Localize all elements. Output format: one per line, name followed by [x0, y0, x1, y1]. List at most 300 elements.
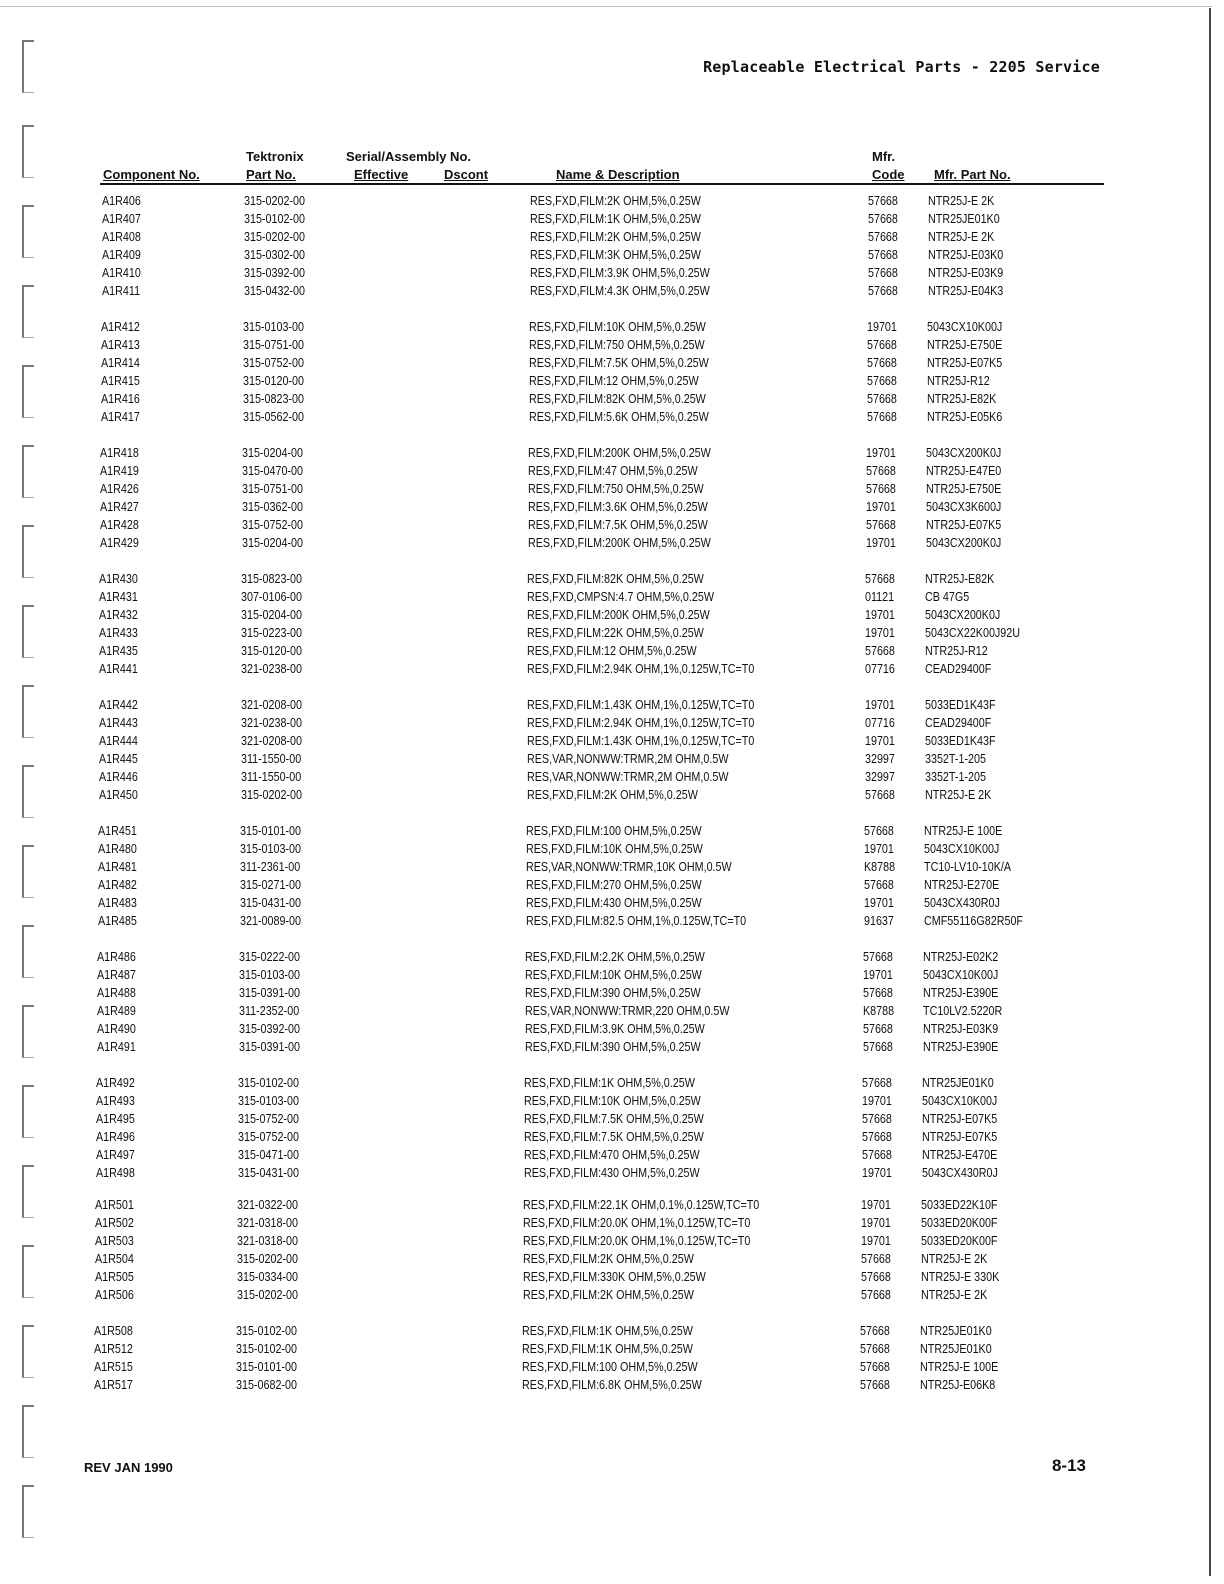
component-no: A1R442: [99, 698, 138, 712]
mfr-part-no: NTR25J-E 2K: [921, 1252, 988, 1266]
header-part-no: Part No.: [246, 167, 296, 182]
part-no: 321-0322-00: [237, 1198, 298, 1212]
component-no: A1R481: [98, 860, 137, 874]
component-no: A1R429: [100, 536, 139, 550]
description: RES,FXD,FILM:2.94K OHM,1%,0.125W,TC=T0: [527, 716, 755, 730]
description: RES,FXD,FILM:200K OHM,5%,0.25W: [528, 446, 711, 460]
table-row: [0, 606, 1221, 624]
description: RES,FXD,FILM:22K OHM,5%,0.25W: [527, 626, 704, 640]
part-no: 315-0362-00: [242, 500, 303, 514]
mfr-part-no: NTR25J-E03K9: [923, 1022, 999, 1036]
component-no: A1R414: [101, 356, 140, 370]
mfr-part-no: TC10-LV10-10K/A: [924, 860, 1012, 874]
table-row: [0, 1358, 1216, 1376]
mfr-code: 19701: [861, 1216, 891, 1230]
mfr-part-no: NTR25J-E470E: [922, 1148, 998, 1162]
table-row: [0, 1110, 1218, 1128]
part-no: 315-0120-00: [243, 374, 304, 388]
mfr-code: 57668: [868, 266, 898, 280]
mfr-part-no: NTR25J-E 100E: [920, 1360, 999, 1374]
component-no: A1R444: [99, 734, 138, 748]
mfr-part-no: NTR25J-E07K5: [927, 356, 1003, 370]
mfr-part-no: NTR25J-E390E: [923, 986, 999, 1000]
table-row: [0, 912, 1220, 930]
table-row: [0, 210, 1224, 228]
mfr-code: 57668: [861, 1270, 891, 1284]
part-no: 315-0202-00: [244, 230, 305, 244]
mfr-part-no: 5043CX200K0J: [926, 536, 1002, 550]
part-no: 315-0222-00: [239, 950, 300, 964]
component-no: A1R485: [98, 914, 137, 928]
description: RES,FXD,FILM:1K OHM,5%,0.25W: [522, 1324, 693, 1338]
table-row: [0, 1038, 1219, 1056]
mfr-code: 57668: [861, 1288, 891, 1302]
table-row: [0, 336, 1223, 354]
component-no: A1R492: [96, 1076, 135, 1090]
mfr-code: 57668: [868, 194, 898, 208]
component-no: A1R482: [98, 878, 137, 892]
part-no: 315-0302-00: [244, 248, 305, 262]
mfr-code: 19701: [865, 626, 895, 640]
component-no: A1R489: [97, 1004, 136, 1018]
part-no: 321-0238-00: [241, 716, 302, 730]
part-no: 321-0238-00: [241, 662, 302, 676]
component-no: A1R512: [94, 1342, 133, 1356]
description: RES,FXD,FILM:7.5K OHM,5%,0.25W: [524, 1130, 704, 1144]
mfr-part-no: 5043CX10K00J: [924, 842, 1000, 856]
component-no: A1R407: [102, 212, 141, 226]
component-no: A1R505: [95, 1270, 134, 1284]
table-row: [0, 1164, 1218, 1182]
component-no: A1R517: [94, 1378, 133, 1392]
part-no: 315-0204-00: [242, 446, 303, 460]
description: RES,FXD,FILM:3K OHM,5%,0.25W: [530, 248, 701, 262]
part-no: 315-0823-00: [243, 392, 304, 406]
description: RES,FXD,FILM:82K OHM,5%,0.25W: [527, 572, 704, 586]
mfr-code: 57668: [860, 1378, 890, 1392]
table-row: [0, 480, 1222, 498]
part-no: 315-0392-00: [244, 266, 305, 280]
mfr-part-no: NTR25J-E03K9: [928, 266, 1004, 280]
description: RES,FXD,FILM:4.3K OHM,5%,0.25W: [530, 284, 710, 298]
header-mfr-part-no: Mfr. Part No.: [934, 167, 1011, 182]
mfr-code: 57668: [862, 1148, 892, 1162]
table-row: [0, 1286, 1217, 1304]
mfr-part-no: 5033ED20K00F: [921, 1216, 998, 1230]
component-no: A1R415: [101, 374, 140, 388]
part-no: 315-0103-00: [243, 320, 304, 334]
part-no: 315-0752-00: [238, 1112, 299, 1126]
description: RES,FXD,FILM:1K OHM,5%,0.25W: [524, 1076, 695, 1090]
mfr-code: 19701: [865, 608, 895, 622]
description: RES,FXD,FILM:12 OHM,5%,0.25W: [529, 374, 699, 388]
part-no: 321-0318-00: [237, 1216, 298, 1230]
mfr-code: 32997: [865, 752, 895, 766]
mfr-part-no: 5043CX200K0J: [926, 446, 1002, 460]
description: RES,FXD,FILM:10K OHM,5%,0.25W: [525, 968, 702, 982]
table-row: [0, 1196, 1217, 1214]
description: RES,FXD,FILM:82.5 OHM,1%,0.125W,TC=T0: [526, 914, 747, 928]
mfr-code: 19701: [861, 1198, 891, 1212]
table-row: [0, 246, 1224, 264]
mfr-part-no: 5043CX430R0J: [922, 1166, 998, 1180]
part-no: 315-0202-00: [244, 194, 305, 208]
table-row: [0, 1268, 1217, 1286]
mfr-part-no: NTR25JE01K0: [920, 1342, 992, 1356]
table-row: [0, 390, 1223, 408]
part-no: 315-0202-00: [237, 1288, 298, 1302]
mfr-code: 19701: [866, 536, 896, 550]
mfr-part-no: NTR25J-E82K: [927, 392, 997, 406]
mfr-part-no: 5043CX10K00J: [923, 968, 999, 982]
mfr-code: 57668: [865, 788, 895, 802]
mfr-code: 57668: [864, 824, 894, 838]
mfr-part-no: NTR25J-E07K5: [922, 1112, 998, 1126]
description: RES,FXD,FILM:2.94K OHM,1%,0.125W,TC=T0: [527, 662, 755, 676]
component-no: A1R506: [95, 1288, 134, 1302]
mfr-code: 91637: [864, 914, 894, 928]
table-row: [0, 858, 1220, 876]
component-no: A1R419: [100, 464, 139, 478]
component-no: A1R483: [98, 896, 137, 910]
description: RES,FXD,FILM:200K OHM,5%,0.25W: [528, 536, 711, 550]
part-no: 321-0318-00: [237, 1234, 298, 1248]
description: RES,FXD,FILM:750 OHM,5%,0.25W: [528, 482, 704, 496]
description: RES,FXD,FILM:3.9K OHM,5%,0.25W: [530, 266, 710, 280]
component-no: A1R488: [97, 986, 136, 1000]
description: RES,FXD,FILM:390 OHM,5%,0.25W: [525, 986, 701, 1000]
part-no: 311-2352-00: [239, 1004, 300, 1018]
part-no: 315-0682-00: [236, 1378, 297, 1392]
mfr-part-no: NTR25J-R12: [927, 374, 990, 388]
table-row: [0, 588, 1221, 606]
mfr-code: 19701: [864, 842, 894, 856]
component-no: A1R430: [99, 572, 138, 586]
description: RES,FXD,FILM:20.0K OHM,1%,0.125W,TC=T0: [523, 1234, 751, 1248]
part-no: 311-1550-00: [241, 770, 302, 784]
table-row: [0, 372, 1223, 390]
component-no: A1R410: [102, 266, 141, 280]
row-group: [0, 318, 1223, 426]
part-no: 315-0271-00: [240, 878, 301, 892]
table-row: [0, 984, 1219, 1002]
mfr-code: 57668: [864, 878, 894, 892]
table-row: [0, 462, 1222, 480]
part-no: 315-0102-00: [236, 1342, 297, 1356]
mfr-code: 57668: [860, 1324, 890, 1338]
component-no: A1R501: [95, 1198, 134, 1212]
table-row: [0, 948, 1219, 966]
description: RES,FXD,FILM:7.5K OHM,5%,0.25W: [529, 356, 709, 370]
header-component-no: Component No.: [103, 167, 200, 182]
mfr-part-no: NTR25J-E04K3: [928, 284, 1004, 298]
part-no: 315-0103-00: [238, 1094, 299, 1108]
component-no: A1R491: [97, 1040, 136, 1054]
table-row: [0, 1322, 1216, 1340]
row-group: [0, 192, 1224, 300]
mfr-code: 57668: [865, 644, 895, 658]
component-no: A1R418: [100, 446, 139, 460]
mfr-part-no: 5033ED1K43F: [925, 698, 996, 712]
part-no: 321-0089-00: [240, 914, 301, 928]
description: RES,FXD,CMPSN:4.7 OHM,5%,0.25W: [527, 590, 714, 604]
mfr-part-no: 5043CX3K600J: [926, 500, 1002, 514]
component-no: A1R411: [102, 284, 141, 298]
mfr-part-no: 5043CX430R0J: [924, 896, 1000, 910]
mfr-code: 57668: [868, 212, 898, 226]
mfr-part-no: NTR25J-E 2K: [928, 194, 995, 208]
component-no: A1R487: [97, 968, 136, 982]
header-serial-assembly: Serial/Assembly No.: [346, 149, 471, 164]
mfr-part-no: 5033ED22K10F: [921, 1198, 998, 1212]
table-row: [0, 444, 1222, 462]
mfr-code: 57668: [867, 356, 897, 370]
mfr-code: 19701: [863, 968, 893, 982]
mfr-part-no: NTR25JE01K0: [920, 1324, 992, 1338]
description: RES,FXD,FILM:270 OHM,5%,0.25W: [526, 878, 702, 892]
mfr-code: 32997: [865, 770, 895, 784]
part-no: 315-0223-00: [241, 626, 302, 640]
row-group: [0, 444, 1222, 552]
header-tektronix: Tektronix: [246, 149, 304, 164]
mfr-code: 57668: [863, 986, 893, 1000]
mfr-code: 57668: [868, 284, 898, 298]
mfr-part-no: CEAD29400F: [925, 662, 992, 676]
description: RES,FXD,FILM:100 OHM,5%,0.25W: [526, 824, 702, 838]
component-no: A1R495: [96, 1112, 135, 1126]
component-no: A1R409: [102, 248, 141, 262]
table-row: [0, 264, 1224, 282]
description: RES,FXD,FILM:100 OHM,5%,0.25W: [522, 1360, 698, 1374]
part-no: 315-0204-00: [241, 608, 302, 622]
description: RES,FXD,FILM:6.8K OHM,5%,0.25W: [522, 1378, 702, 1392]
table-row: [0, 534, 1222, 552]
table-row: [0, 1092, 1218, 1110]
component-no: A1R446: [99, 770, 138, 784]
mfr-code: K8788: [863, 1004, 895, 1018]
header-effective: Effective: [354, 167, 409, 182]
mfr-part-no: NTR25J-E390E: [923, 1040, 999, 1054]
table-row: [0, 1232, 1217, 1250]
mfr-code: 19701: [865, 698, 895, 712]
mfr-code: 19701: [864, 896, 894, 910]
component-no: A1R413: [101, 338, 140, 352]
table-row: [0, 1340, 1216, 1358]
mfr-code: 57668: [863, 1040, 893, 1054]
part-no: 315-0392-00: [239, 1022, 300, 1036]
part-no: 315-0751-00: [243, 338, 304, 352]
mfr-part-no: NTR25JE01K0: [922, 1076, 994, 1090]
description: RES,FXD,FILM:82K OHM,5%,0.25W: [529, 392, 706, 406]
description: RES,FXD,FILM:750 OHM,5%,0.25W: [529, 338, 705, 352]
table-row: [0, 408, 1223, 426]
part-no: 315-0823-00: [241, 572, 302, 586]
part-no: 315-0102-00: [236, 1324, 297, 1338]
mfr-part-no: NTR25J-E82K: [925, 572, 995, 586]
table-row: [0, 642, 1221, 660]
component-no: A1R441: [99, 662, 138, 676]
description: RES,FXD,FILM:2K OHM,5%,0.25W: [530, 194, 701, 208]
table-row: [0, 228, 1224, 246]
part-no: 315-0391-00: [239, 986, 300, 1000]
description: RES,FXD,FILM:2K OHM,5%,0.25W: [527, 788, 698, 802]
mfr-code: 07716: [865, 716, 895, 730]
mfr-part-no: 5043CX10K00J: [922, 1094, 998, 1108]
table-row: [0, 1250, 1217, 1268]
mfr-part-no: NTR25J-E 330K: [921, 1270, 1000, 1284]
component-no: A1R450: [99, 788, 138, 802]
header-name-description: Name & Description: [556, 167, 680, 182]
component-no: A1R443: [99, 716, 138, 730]
description: RES,FXD,FILM:20.0K OHM,1%,0.125W,TC=T0: [523, 1216, 751, 1230]
page-number: 8-13: [1051, 1456, 1086, 1475]
row-group: [0, 1196, 1217, 1304]
description: RES,FXD,FILM:10K OHM,5%,0.25W: [529, 320, 706, 334]
component-no: A1R504: [95, 1252, 134, 1266]
component-no: A1R508: [94, 1324, 133, 1338]
part-no: 311-1550-00: [241, 752, 302, 766]
table-row: [0, 570, 1221, 588]
row-group: [0, 948, 1219, 1056]
table-row: [0, 516, 1222, 534]
part-no: 315-0202-00: [237, 1252, 298, 1266]
row-group: [0, 570, 1221, 678]
mfr-code: K8788: [864, 860, 896, 874]
mfr-code: 57668: [860, 1360, 890, 1374]
part-no: 315-0562-00: [243, 410, 304, 424]
description: RES,FXD,FILM:10K OHM,5%,0.25W: [526, 842, 703, 856]
table-row: [0, 822, 1220, 840]
table-row: [0, 624, 1221, 642]
mfr-code: 57668: [868, 230, 898, 244]
mfr-part-no: 5033ED20K00F: [921, 1234, 998, 1248]
mfr-code: 57668: [862, 1112, 892, 1126]
part-no: 307-0106-00: [241, 590, 302, 604]
mfr-code: 57668: [865, 572, 895, 586]
description: RES,VAR,NONWW:TRMR,220 OHM,0.5W: [525, 1004, 730, 1018]
mfr-code: 57668: [867, 374, 897, 388]
part-no: 315-0102-00: [244, 212, 305, 226]
mfr-code: 19701: [867, 320, 897, 334]
mfr-part-no: CB 47G5: [925, 590, 970, 604]
mfr-part-no: 5043CX10K00J: [927, 320, 1003, 334]
mfr-code: 19701: [862, 1166, 892, 1180]
description: RES,FXD,FILM:430 OHM,5%,0.25W: [526, 896, 702, 910]
row-group: [0, 822, 1220, 930]
description: RES,FXD,FILM:200K OHM,5%,0.25W: [527, 608, 710, 622]
component-no: A1R427: [100, 500, 139, 514]
mfr-part-no: 5043CX22K00J92U: [925, 626, 1021, 640]
mfr-part-no: NTR25J-E 100E: [924, 824, 1003, 838]
row-group: [0, 1322, 1216, 1394]
description: RES,VAR,NONWW:TRMR,2M OHM,0.5W: [527, 752, 729, 766]
component-no: A1R406: [102, 194, 141, 208]
mfr-part-no: NTR25J-E750E: [927, 338, 1003, 352]
table-row: [0, 282, 1224, 300]
mfr-part-no: NTR25J-E270E: [924, 878, 1000, 892]
part-no: 311-2361-00: [240, 860, 301, 874]
mfr-part-no: NTR25J-E03K0: [928, 248, 1004, 262]
description: RES,FXD,FILM:1.43K OHM,1%,0.125W,TC=T0: [527, 698, 755, 712]
mfr-part-no: NTR25JE01K0: [928, 212, 1000, 226]
part-no: 315-0101-00: [236, 1360, 297, 1374]
mfr-code: 19701: [862, 1094, 892, 1108]
mfr-code: 57668: [866, 482, 896, 496]
table-row: [0, 714, 1221, 732]
mfr-part-no: NTR25J-R12: [925, 644, 988, 658]
mfr-code: 19701: [865, 734, 895, 748]
mfr-part-no: 3352T-1-205: [925, 770, 986, 784]
description: RES,FXD,FILM:10K OHM,5%,0.25W: [524, 1094, 701, 1108]
part-no: 321-0208-00: [241, 734, 302, 748]
table-row: [0, 894, 1220, 912]
part-no: 315-0204-00: [242, 536, 303, 550]
description: RES,FXD,FILM:7.5K OHM,5%,0.25W: [524, 1112, 704, 1126]
part-no: 315-0431-00: [240, 896, 301, 910]
component-no: A1R416: [101, 392, 140, 406]
description: RES,FXD,FILM:2K OHM,5%,0.25W: [523, 1288, 694, 1302]
component-no: A1R496: [96, 1130, 135, 1144]
part-no: 315-0391-00: [239, 1040, 300, 1054]
mfr-code: 19701: [861, 1234, 891, 1248]
component-no: A1R502: [95, 1216, 134, 1230]
table-row: [0, 1214, 1217, 1232]
description: RES,FXD,FILM:1K OHM,5%,0.25W: [530, 212, 701, 226]
mfr-part-no: 5043CX200K0J: [925, 608, 1001, 622]
mfr-part-no: NTR25J-E750E: [926, 482, 1002, 496]
table-row: [0, 318, 1223, 336]
table-row: [0, 1376, 1216, 1394]
component-no: A1R486: [97, 950, 136, 964]
running-head: Replaceable Electrical Parts - 2205 Service: [703, 58, 1100, 76]
table-row: [0, 786, 1221, 804]
component-no: A1R417: [101, 410, 140, 424]
mfr-part-no: NTR25J-E 2K: [928, 230, 995, 244]
description: RES,FXD,FILM:2.2K OHM,5%,0.25W: [525, 950, 705, 964]
component-no: A1R412: [101, 320, 140, 334]
part-no: 315-0101-00: [240, 824, 301, 838]
component-no: A1R498: [96, 1166, 135, 1180]
header-dscont: Dscont: [444, 167, 489, 182]
component-no: A1R515: [94, 1360, 133, 1374]
part-no: 315-0432-00: [244, 284, 305, 298]
component-no: A1R497: [96, 1148, 135, 1162]
mfr-code: 57668: [866, 464, 896, 478]
table-row: [0, 966, 1219, 984]
description: RES,FXD,FILM:22.1K OHM,0.1%,0.125W,TC=T0: [523, 1198, 760, 1212]
mfr-code: 57668: [867, 392, 897, 406]
component-no: A1R408: [102, 230, 141, 244]
mfr-part-no: TC10LV2.5220R: [923, 1004, 1003, 1018]
description: RES,FXD,FILM:47 OHM,5%,0.25W: [528, 464, 698, 478]
component-no: A1R480: [98, 842, 137, 856]
component-no: A1R490: [97, 1022, 136, 1036]
component-no: A1R451: [98, 824, 137, 838]
description: RES,FXD,FILM:2K OHM,5%,0.25W: [530, 230, 701, 244]
header-code: Code: [872, 167, 905, 182]
table-row: [0, 1020, 1219, 1038]
part-no: 321-0208-00: [241, 698, 302, 712]
mfr-code: 57668: [860, 1342, 890, 1356]
mfr-code: 19701: [866, 500, 896, 514]
component-no: A1R433: [99, 626, 138, 640]
component-no: A1R503: [95, 1234, 134, 1248]
mfr-code: 57668: [862, 1130, 892, 1144]
part-no: 315-0202-00: [241, 788, 302, 802]
component-no: A1R432: [99, 608, 138, 622]
part-no: 315-0102-00: [238, 1076, 299, 1090]
part-no: 315-0752-00: [243, 356, 304, 370]
